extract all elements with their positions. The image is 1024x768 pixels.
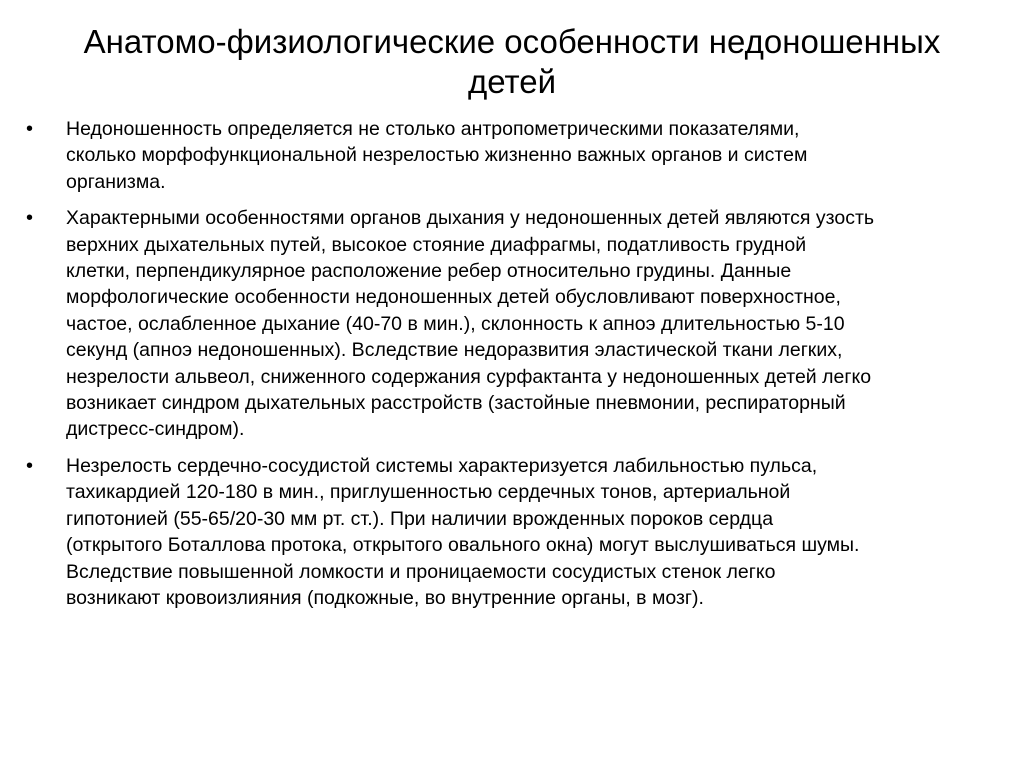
bullet-line: Незрелость сердечно-сосудистой системы характеризуется лабильностью пульса, [66, 454, 818, 477]
bullet-icon: • [26, 454, 34, 477]
bullet-icon: • [26, 207, 34, 230]
bullet-line: организма. [66, 170, 166, 193]
bullet-line: незрелости альвеол, сниженного содержания сурфактанта у недоношенных детей легко [66, 365, 872, 388]
bullet-text [66, 453, 980, 611]
bullet-line: морфологические особенности недоношенных детей обусловливают поверхностное, [66, 286, 841, 309]
bullet-text [66, 116, 980, 195]
bullet-line: Характерными особенностями органов дыхания у недоношенных детей являются узость [66, 207, 875, 230]
bullet-line: секунд (апноэ недоношенных). Вследствие недоразвития эластической ткани легких, [66, 339, 843, 362]
bullet-icon: • [26, 118, 34, 140]
bullet-line: верхних дыхательных путей, высокое стояние диафрагмы, податливость грудной [66, 233, 807, 256]
bullet-item [20, 453, 980, 611]
bullet-list [20, 116, 980, 621]
bullet-line: сколько морфофункциональной незрелостью жизненно важных органов и систем [66, 144, 808, 167]
bullet-line: гипотонией (55-65/20-30 мм рт. ст.). При наличии врожденных пороков сердца [66, 507, 774, 530]
slide-title-line: детей [467, 63, 557, 100]
bullet-line: возникает синдром дыхательных расстройств (застойные пневмонии, респираторный [66, 392, 846, 415]
bullet-item [20, 116, 980, 195]
bullet-item [20, 205, 980, 443]
bullet-line: дистресс-синдром). [66, 418, 245, 441]
bullet-line: тахикардией 120-180 в мин., приглушенностью сердечных тонов, артериальной [66, 481, 791, 504]
bullet-line: клетки, перпендикулярное расположение ребер относительно грудины. Данные [66, 260, 792, 283]
slide-title-line: Анатомо-физиологические особенности недоношенных [83, 23, 941, 60]
bullet-line: Вследствие повышенной ломкости и проницаемости сосудистых стенок легко [66, 560, 776, 583]
bullet-line: частое, ослабленное дыхание (40-70 в мин.), склонность к апноэ длительностью 5-10 [66, 312, 845, 335]
bullet-line: (открытого Боталлова протока, открытого овального окна) могут выслушиваться шумы. [66, 534, 860, 557]
bullet-text [66, 205, 980, 443]
bullet-line: Недоношенность определяется не столько антропометрическими показателями, [66, 118, 800, 140]
bullet-line: возникают кровоизлияния (подкожные, во внутренние органы, в мозг). [66, 586, 704, 609]
slide-title [60, 22, 964, 102]
